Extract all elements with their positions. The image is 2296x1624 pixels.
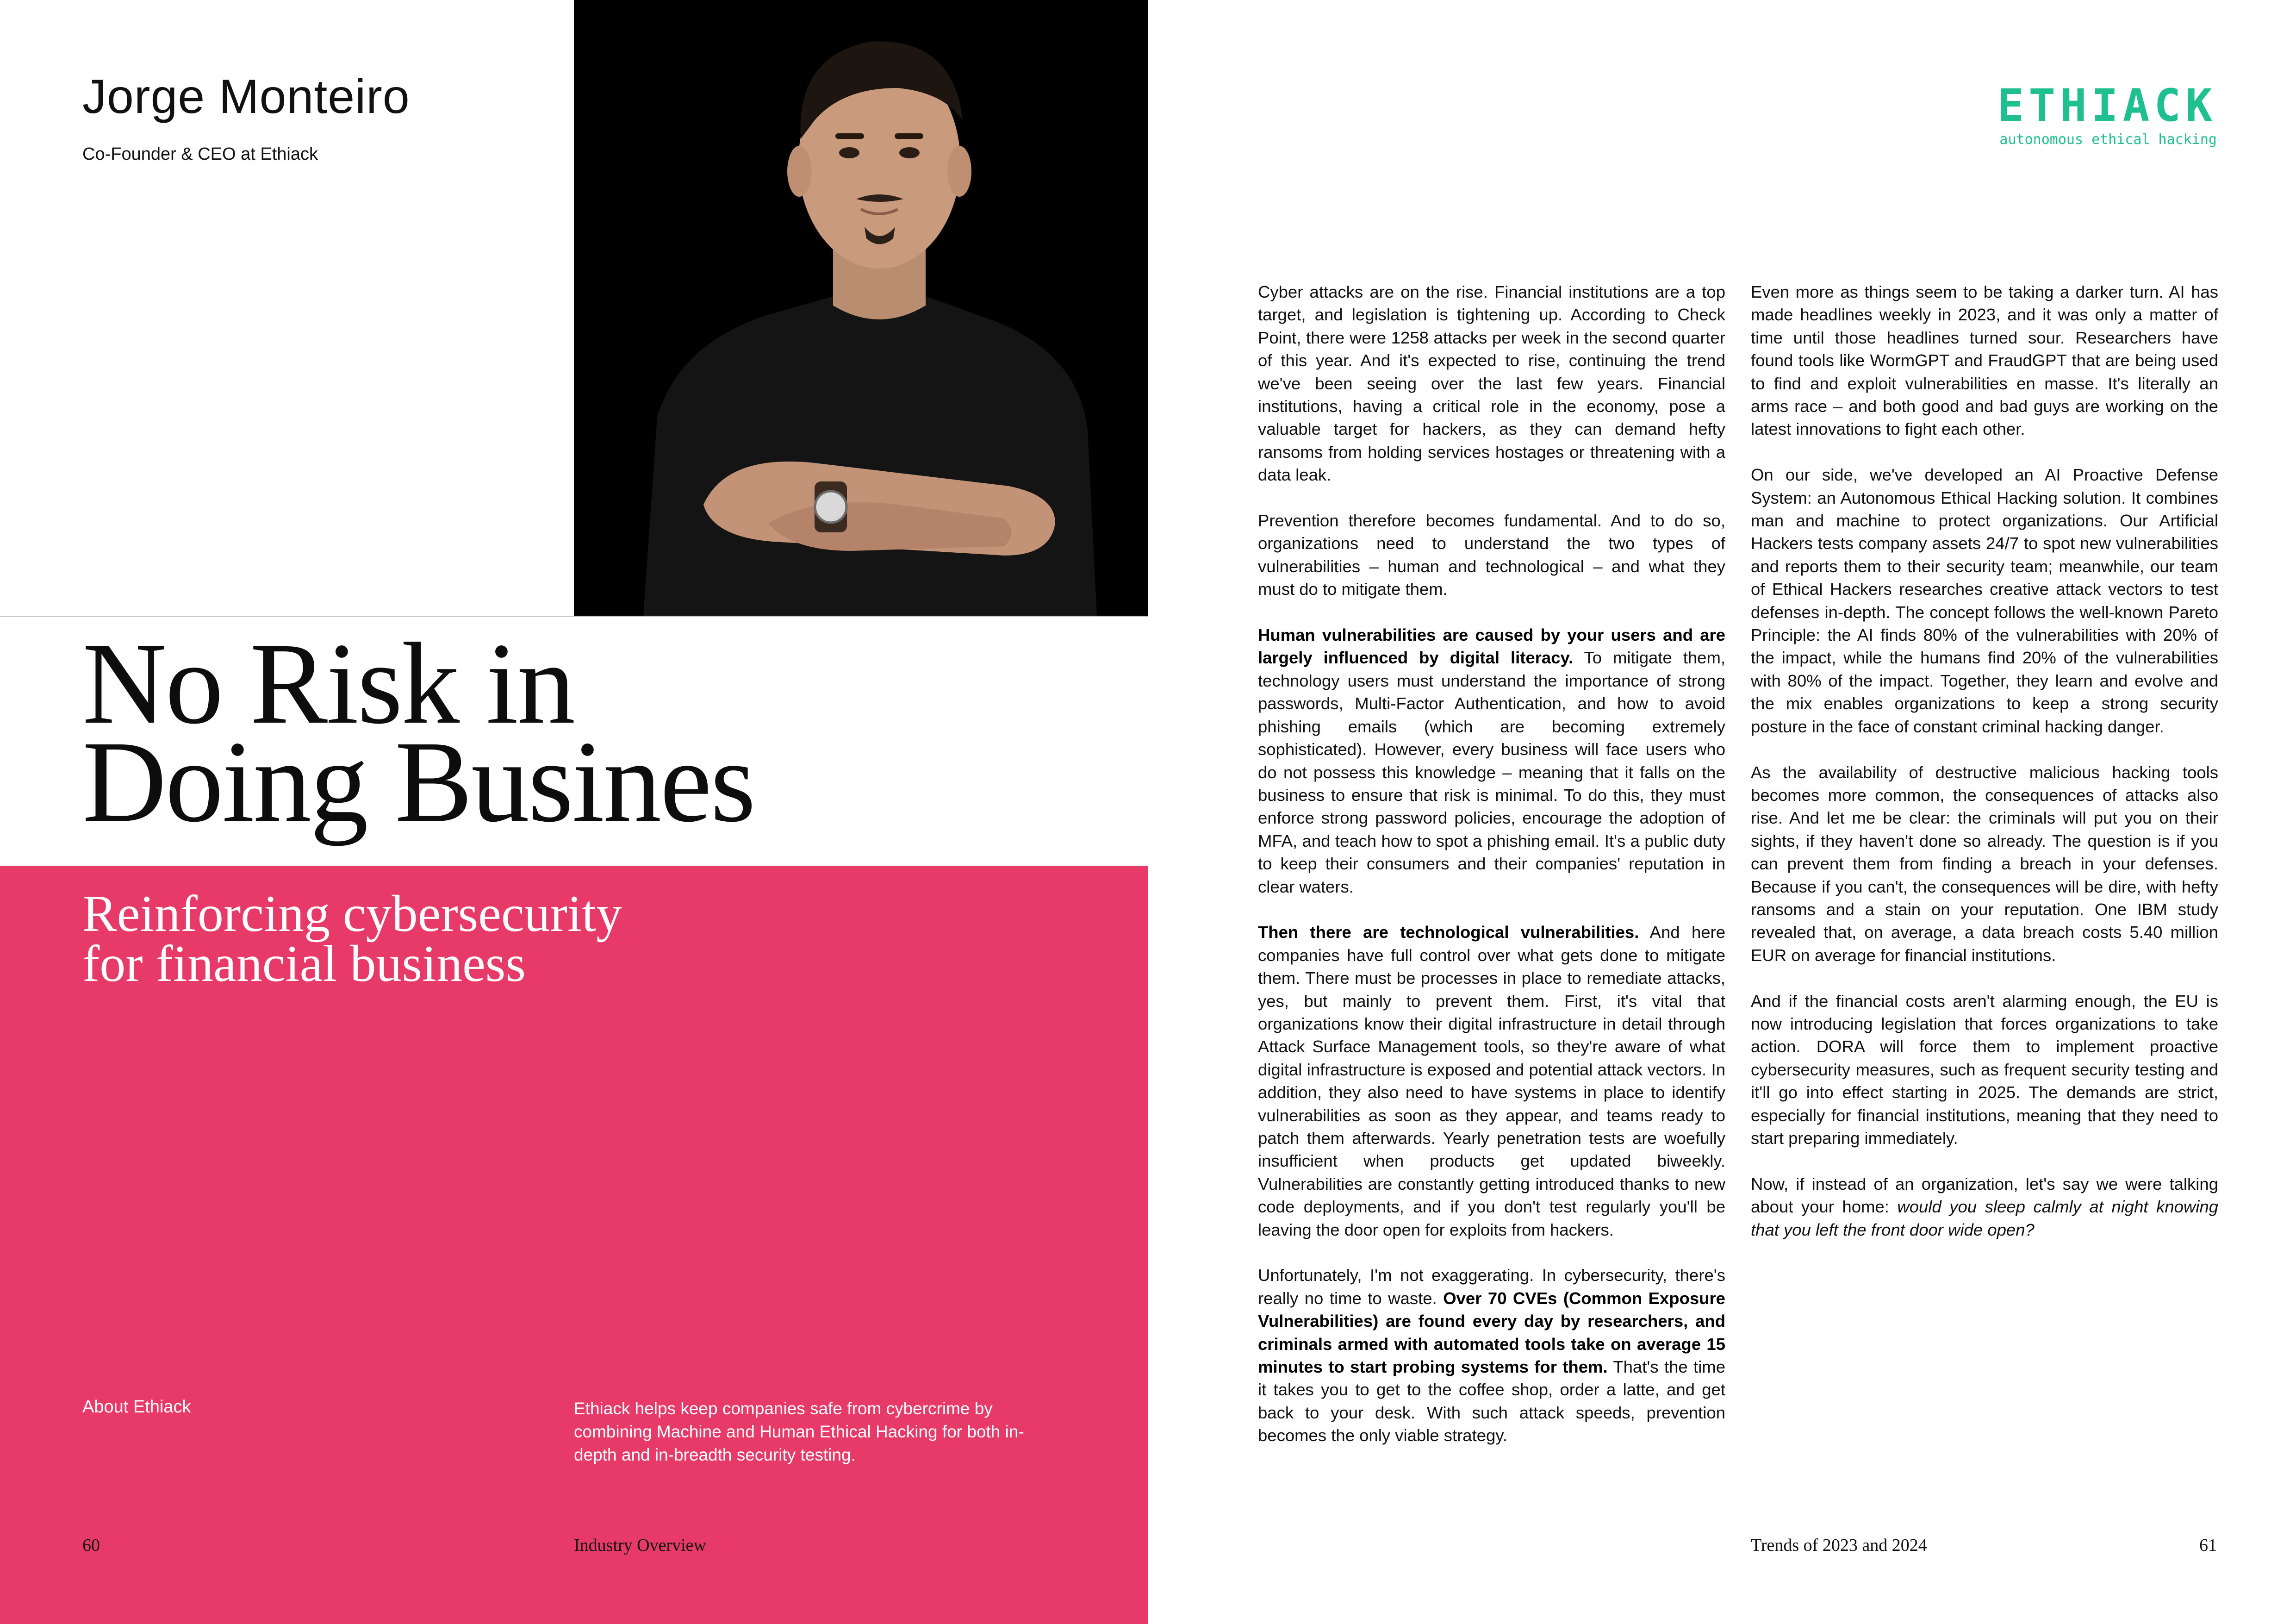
paragraph: As the availability of destructive malicious hacking tools becomes more common, the consequences of attacks also rise. And let me be clear: the criminals will put you on their sights, if they haven't done so already. The question is if you can prevent them from finding a breach in your defenses. Because if you can't, the consequences will be dire, with hefty ransoms and a stain on your reputation. One IBM study revealed that, on average, a data breach costs 5.40 million EUR on average for financial institutions. [1751,762,2218,965]
ethiack-logo [1981,80,2217,148]
paragraph [1751,1173,2218,1241]
paragraph: And if the financial costs aren't alarming enough, the EU is now introducing legislation that forces organizations to take action. DORA will force them to implement proactive cybersecurity measures, such as frequent security testing and it'll go into effect starting in 2025. The demands are strict, especially for financial institutions, meaning that they need to start preparing immediately. [1751,991,2218,1148]
paragraph [1258,624,1725,898]
headline-line-1: No Risk in [82,618,574,748]
footer-section-right: Trends of 2023 and 2024 [1751,1536,1927,1555]
paragraph [1258,921,1725,1241]
article-subheadline [82,885,622,993]
page-number-right: 61 [2199,1536,2217,1555]
paragraph: Prevention therefore becomes fundamental. And to do so, organizations need to understand the two types of vulnerabilities – human and technological – and what they must do to mitigate them. [1258,511,1725,599]
body-column-1 [1258,281,1725,1470]
footer-section-left: Industry Overview [574,1536,706,1555]
paragraph-text: Now, if instead of an organization, let's say we were talking about your home: [1751,1174,2218,1217]
subhead-line-2: for financial business [82,935,526,993]
paragraph [1258,1264,1725,1447]
paragraph-text: To mitigate them, technology users must understand the importance of strong passwords, Multi-Factor Authentication, and how to avoid phishing emails (which are becoming extremely sophisticated). However, every business will face users who do not possess this knowledge – meaning that it falls on the business to ensure that risk is minimal. To do this, they must enforce strong password policies, encourage the adoption of MFA, and teach how to spot a phishing email. It's a public duty to keep their consumers and their companies' reputation in clear waters. [1258,648,1725,896]
paragraph: Even more as things seem to be taking a darker turn. AI has made headlines weekly in 2023, and it was only a matter of time until those headlines turned sour. Researchers have found tools like WormGPT and FraudGPT that are being used to find and exploit vulnerabilities en masse. It's literally an arms race – and both good and bad guys are working on the latest innovations to fight each other. [1751,282,2218,439]
emphasis-text: Human vulnerabilities are caused by your users and are largely influenced by digital literacy. [1258,625,1725,668]
author-name: Jorge Monteiro [82,70,410,124]
emphasis-text: Over 70 CVEs (Common Exposure Vulnerabilities) are found every day by researchers, and criminals armed with automated tools take on average 15 minutes to start probing systems for them. [1258,1288,1725,1377]
page-number-left: 60 [82,1536,100,1555]
subhead-line-1: Reinforcing cybersecurity [82,885,622,943]
author-role: Co-Founder & CEO at Ethiack [82,144,318,164]
paragraph-text: Unfortunately, I'm not exaggerating. In cybersecurity, there's really no time to waste. [1258,1266,1725,1308]
about-label: About Ethiack [82,1397,191,1417]
logo-mark: ETHIACK [1997,80,2217,131]
section-divider [0,616,1148,617]
headline-line-2: Doing Busines [82,717,755,846]
author-portrait-photo [574,0,1148,616]
portrait-photo-icon [574,0,1148,616]
paragraph: On our side, we've developed an AI Proactive Defense System: an Autonomous Ethical Hacking solution. It combines man and machine to protect organizations. Our Artificial Hackers tests company assets 24/7 to spot new vulnerabilities and reports them to their security team; meanwhile, our team of Ethical Hackers researches creative attack vectors to test defenses in-depth. The concept follows the well-known Pareto Principle: the AI finds 80% of the vulnerabilities with 20% of the impact, while the humans find 20% of the vulnerabilities with 80% of the impact. Together, they learn and evolve and the mix enables organizations to keep a strong security posture in the face of constant criminal hacking danger. [1751,465,2218,736]
about-text: Ethiack helps keep companies safe from cybercrime by combining Machine and Human Ethical Hacking for both in-depth and in-breadth security testing. [574,1399,1024,1464]
italic-text: would you sleep calmly at night knowing that you left the front door wide open? [1751,1197,2218,1239]
paragraph-text: That's the time it takes you to get to the coffee shop, order a latte, and get back to your desk. With such attack speeds, prevention becomes the only viable strategy. [1258,1357,1726,1445]
article-headline [82,618,755,846]
emphasis-text: Then there are technological vulnerabilities. [1258,923,1639,942]
paragraph: Cyber attacks are on the rise. Financial institutions are a top target, and legislation is tightening up. According to Check Point, there were 1258 attacks per week in the second quarter of this year. And it's expected to rise, continuing the trend we've been seeing over the last few years. Financial institutions, having a critical role in the economy, pose a valuable target for hackers, as they can demand hefty ransoms from holding services hostages or threatening with a data leak. [1258,282,1725,485]
logo-tagline: autonomous ethical hacking [1999,131,2217,148]
paragraph-text: And here companies have full control over what gets done to mitigate them. There must be processes in place to remediate attacks, yes, but mainly to prevent them. First, it's vital that organizations know their digital infrastructure in detail through Attack Surface Management tools, so they're aware of what digital infrastructure is exposed and potential attack vectors. In addition, they also need to have systems in place to identify vulnerabilities as soon as they appear, and teams ready to patch them afterwards. Yearly penetration tests are woefully insufficient when products get updated biweekly. Vulnerabilities are constantly getting introduced thanks to new code deployments, and if you don't test regularly you'll be leaving the door open for exploits from hackers. [1258,923,1725,1239]
body-column-2 [1751,281,2218,1264]
